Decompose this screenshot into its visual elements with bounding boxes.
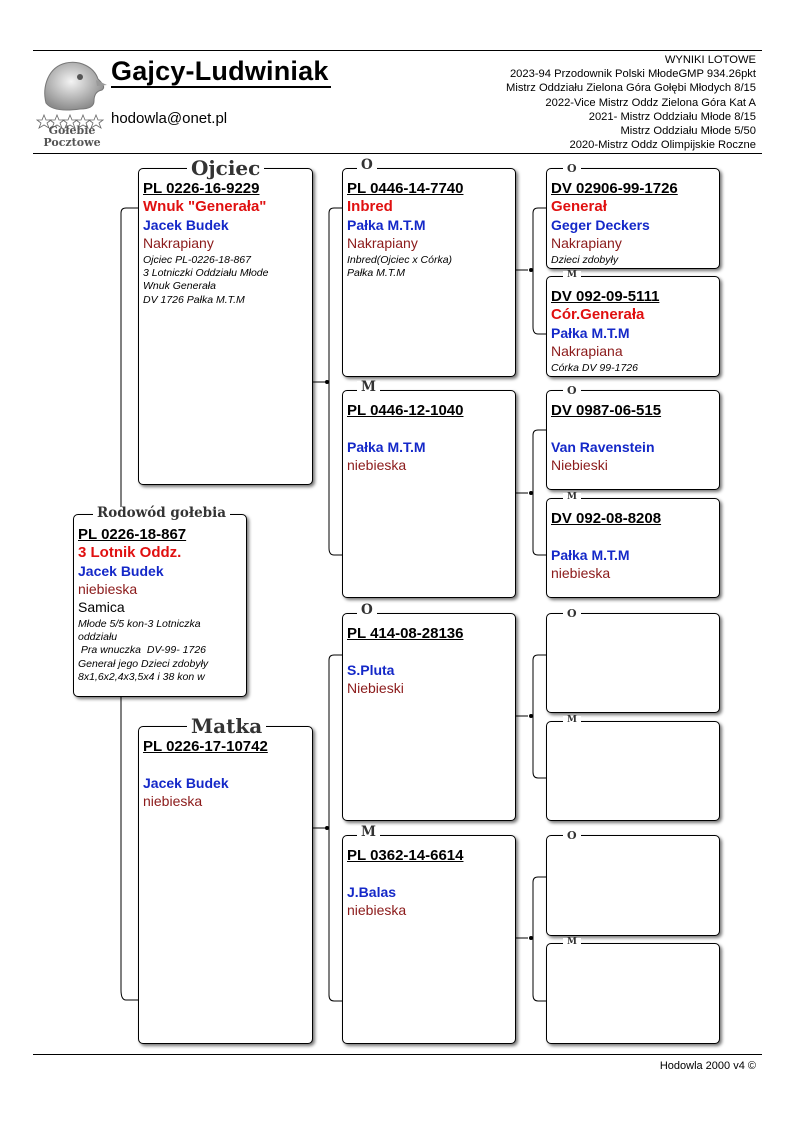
paternal-grandfather-card[interactable] bbox=[342, 168, 516, 377]
maternal-grandfather-card[interactable] bbox=[342, 613, 516, 821]
fmm-color: niebieska bbox=[551, 565, 611, 581]
breeder-email: hodowla@onet.pl bbox=[111, 110, 228, 127]
fm-tag: M bbox=[357, 381, 380, 395]
fmm-tag: M bbox=[563, 493, 581, 502]
ggp-fff-card[interactable] bbox=[546, 168, 720, 269]
ff-title: Inbred bbox=[347, 198, 393, 215]
mother-ring: PL 0226-17-10742 bbox=[143, 738, 268, 755]
ggp-fmm-card[interactable] bbox=[546, 498, 720, 598]
fff-title: Generał bbox=[551, 198, 607, 215]
mmm-tag: M bbox=[563, 938, 581, 947]
mother-tag: Matka bbox=[187, 716, 266, 736]
ggp-mmm-card[interactable] bbox=[546, 943, 720, 1044]
ffm-notes bbox=[551, 362, 715, 375]
results-line: 2021- Mistrz Oddziału Młode 8/15 bbox=[588, 110, 756, 123]
note-line: Córka DV 99-1726 bbox=[551, 362, 638, 374]
ffm-ring: DV 092-09-5111 bbox=[551, 288, 660, 305]
results-line: Mistrz Oddziału Młode 5/50 bbox=[620, 125, 756, 138]
father-owner: Jacek Budek bbox=[143, 217, 229, 233]
ggp-mmf-card[interactable] bbox=[546, 835, 720, 936]
subject-tag: Rodowód gołebia bbox=[93, 507, 230, 521]
fff-tag: O bbox=[563, 163, 581, 174]
logo-text-line1: Gołebie bbox=[48, 124, 96, 137]
mother-color: niebieska bbox=[143, 793, 203, 809]
mm-color: niebieska bbox=[347, 902, 407, 918]
breeder-name: Gajcy-Ludwiniak bbox=[111, 56, 329, 86]
paternal-grandmother-card[interactable] bbox=[342, 390, 516, 598]
note-line: Młode 5/5 kon-3 Lotniczka bbox=[78, 618, 201, 630]
maternal-grandmother-card[interactable] bbox=[342, 835, 516, 1044]
ggp-mff-card[interactable] bbox=[546, 613, 720, 713]
note-line: Ojciec PL-0226-18-867 bbox=[143, 254, 251, 266]
fmm-owner: Pałka M.T.M bbox=[551, 547, 630, 563]
subject-sex: Samica bbox=[78, 599, 125, 615]
fm-owner: Pałka M.T.M bbox=[347, 439, 426, 455]
logo-text-line2: Pocztowe bbox=[43, 136, 101, 147]
father-color: Nakrapiany bbox=[143, 235, 214, 251]
ggp-ffm-card[interactable] bbox=[546, 276, 720, 377]
ff-color: Nakrapiany bbox=[347, 235, 418, 251]
note-line: Pra wnuczka DV-99- 1726 bbox=[78, 644, 207, 657]
mff-tag: O bbox=[563, 608, 581, 619]
subject-ring: PL 0226-18-867 bbox=[78, 526, 187, 543]
fff-ring: DV 02906-99-1726 bbox=[551, 180, 678, 197]
fmf-color: Niebieski bbox=[551, 457, 608, 473]
note-line: 3 Lotniczki Oddziału Młode bbox=[143, 267, 269, 280]
mm-ring: PL 0362-14-6614 bbox=[347, 847, 464, 864]
mmf-tag: O bbox=[563, 830, 581, 841]
note-line: Wnuk Generała bbox=[143, 280, 216, 293]
results-line: WYNIKI LOTOWE bbox=[664, 54, 756, 66]
note-line: DV 1726 Pałka M.T.M bbox=[143, 293, 245, 306]
fm-color: niebieska bbox=[347, 457, 407, 473]
results-line: Mistrz Oddziału Zielona Góra Gołębi Młodych 8/15 bbox=[506, 82, 756, 95]
subject-card[interactable] bbox=[73, 514, 247, 697]
father-notes bbox=[143, 254, 308, 307]
subject-title: 3 Lotnik Oddz. bbox=[78, 544, 182, 561]
results-line: 2020-Mistrz Oddz Olimpijskie Roczne bbox=[569, 139, 756, 152]
mm-owner: J.Balas bbox=[347, 884, 397, 900]
ffm-tag: M bbox=[563, 271, 581, 280]
ffm-owner: Pałka M.T.M bbox=[551, 325, 630, 341]
results-line: 2023-94 Przodownik Polski MłodeGMP 934.26pkt bbox=[509, 68, 756, 81]
subject-owner: Jacek Budek bbox=[78, 563, 164, 579]
ggp-fmf-card[interactable] bbox=[546, 390, 720, 490]
ff-notes bbox=[347, 254, 511, 280]
mm-tag: M bbox=[357, 826, 380, 840]
fmf-owner: Van Ravenstein bbox=[551, 439, 655, 455]
mf-tag: O bbox=[357, 604, 377, 618]
ffm-title: Cór.Generała bbox=[551, 306, 645, 323]
mf-ring: PL 414-08-28136 bbox=[347, 625, 464, 642]
fmf-ring: DV 0987-06-515 bbox=[551, 402, 662, 419]
mf-color: Niebieski bbox=[347, 680, 404, 696]
subject-notes bbox=[78, 618, 242, 684]
fm-ring: PL 0446-12-1040 bbox=[347, 402, 464, 419]
ff-tag: O bbox=[357, 159, 377, 173]
ff-owner: Pałka M.T.M bbox=[347, 217, 426, 233]
subject-color: niebieska bbox=[78, 581, 138, 597]
mf-owner: S.Pluta bbox=[347, 662, 395, 678]
fmm-ring: DV 092-08-8208 bbox=[551, 510, 662, 527]
mfm-tag: M bbox=[563, 716, 581, 725]
ffm-color: Nakrapiana bbox=[551, 343, 623, 359]
note-line: Inbred(Ojciec x Córka) bbox=[347, 254, 453, 266]
father-ring: PL 0226-16-9229 bbox=[143, 180, 260, 197]
fff-owner: Geger Deckers bbox=[551, 217, 650, 233]
note-line: Pałka M.T.M bbox=[347, 267, 405, 280]
note-line: Generał jego Dzieci zdobyły bbox=[78, 657, 209, 670]
results-line: 2022-Vice Mistrz Oddz Zielona Góra Kat A bbox=[545, 96, 756, 109]
father-tag: Ojciec bbox=[187, 158, 264, 178]
fff-notes bbox=[551, 254, 715, 267]
note-line: oddziału bbox=[78, 631, 118, 644]
mother-owner: Jacek Budek bbox=[143, 775, 229, 791]
note-line: 8x1,6x2,4x3,5x4 i 38 kon w bbox=[78, 670, 205, 683]
fff-color: Nakrapiany bbox=[551, 235, 622, 251]
software-credit: Hodowla 2000 v4 © bbox=[659, 1060, 756, 1072]
ggp-mfm-card[interactable] bbox=[546, 721, 720, 821]
mother-card[interactable] bbox=[138, 726, 313, 1044]
father-card[interactable] bbox=[138, 168, 313, 485]
note-line: Dzieci zdobyły bbox=[551, 254, 619, 266]
ff-ring: PL 0446-14-7740 bbox=[347, 180, 464, 197]
father-title: Wnuk "Generała" bbox=[143, 198, 267, 215]
fmf-tag: O bbox=[563, 385, 581, 396]
